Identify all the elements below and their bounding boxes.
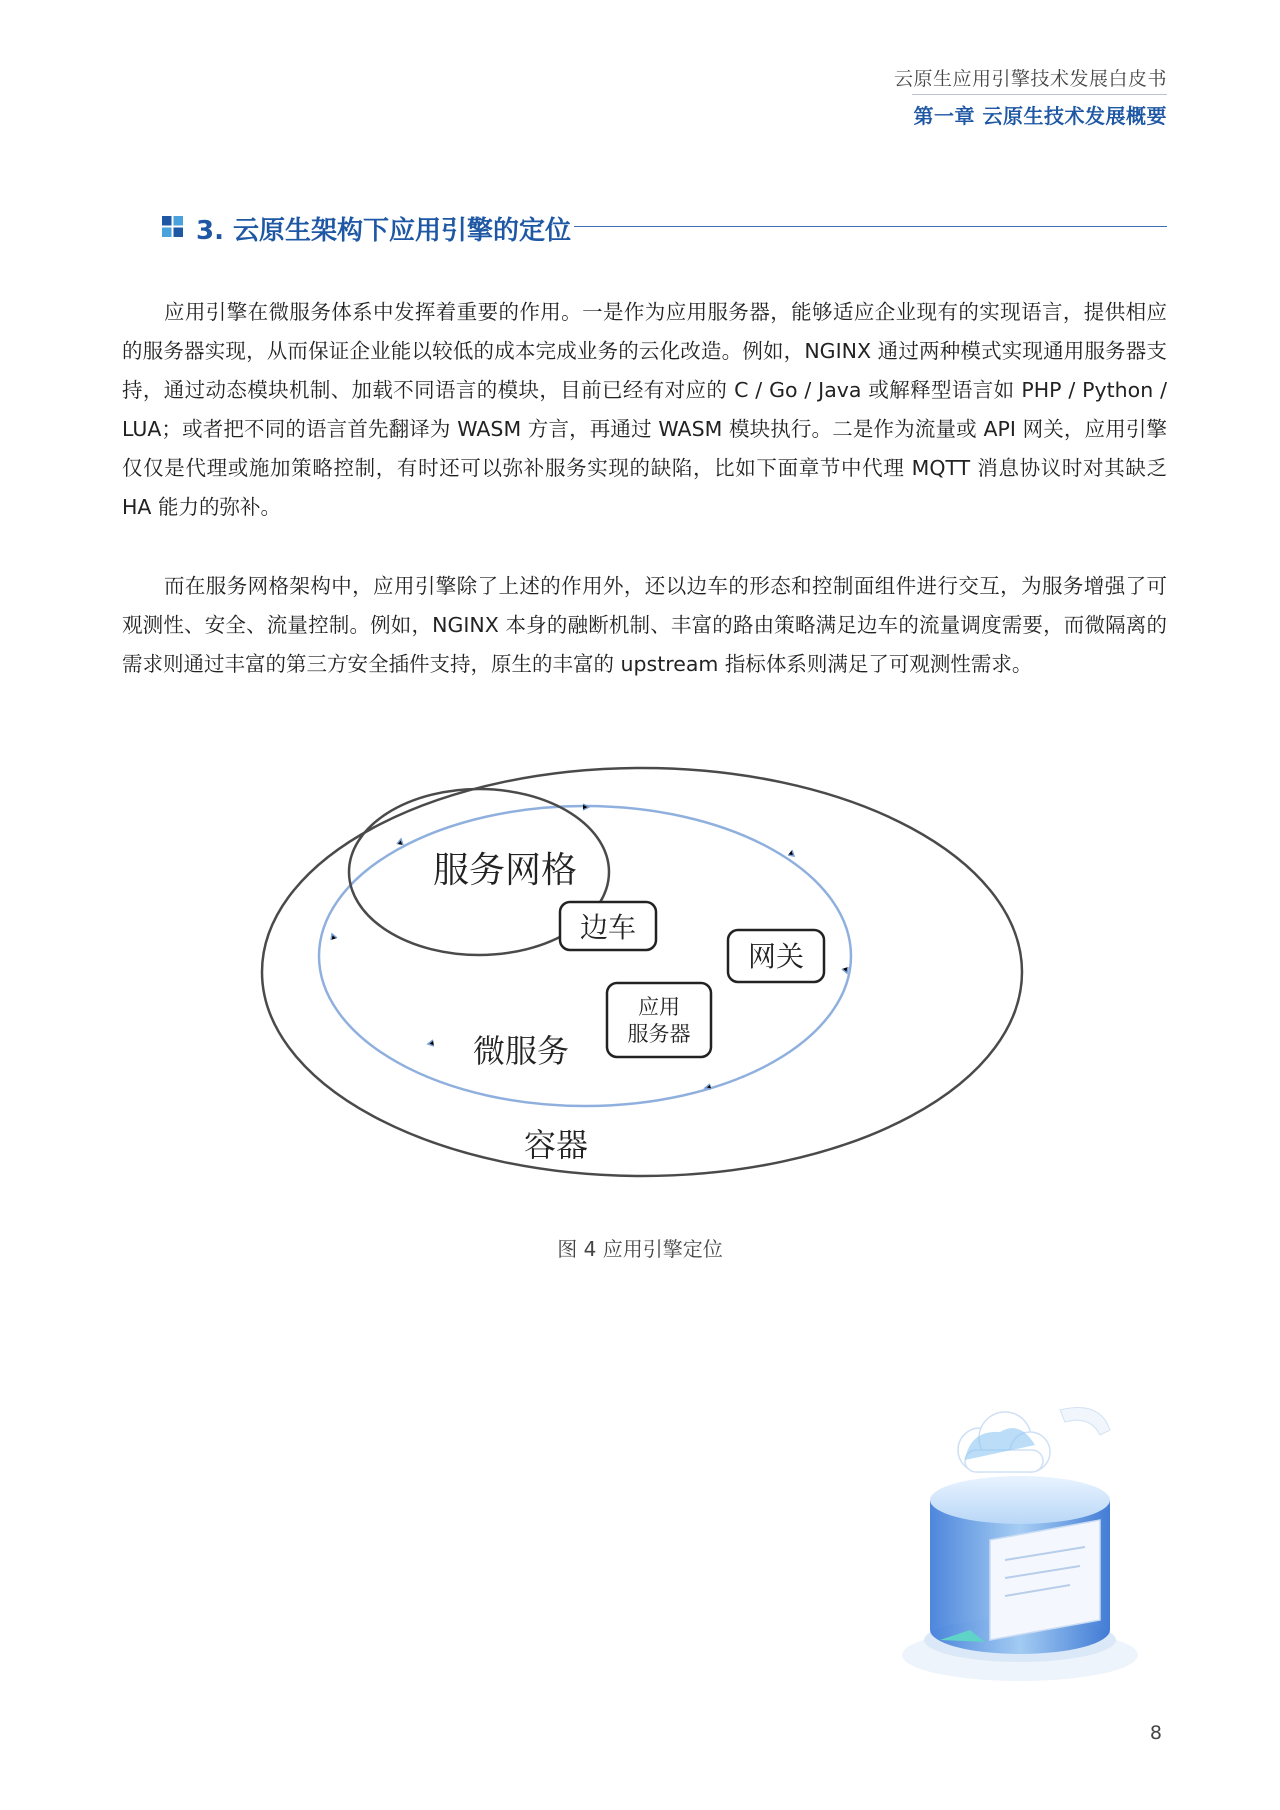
- app-server-label-line2: 服务器: [627, 1022, 691, 1046]
- section-heading: [162, 210, 1167, 246]
- container-ellipse: [262, 768, 1022, 1176]
- microservice-label: 微服务: [473, 1032, 570, 1070]
- app-engine-position-diagram: [258, 762, 1028, 1182]
- sidecar-label: 边车: [579, 911, 637, 944]
- section-rule: [574, 226, 1167, 227]
- paragraph-2: 而在服务网格架构中，应用引擎除了上述的作用外，还以边车的形态和控制面组件进行交互，为服务增强了可观测性、安全、流量控制。例如，NGINX 本身的融断机制、丰富的路由策略满足边车的流量调度需要，而微隔离的需求则通过丰富的第三方安全插件支持，原生的丰富的 upstream 指标体系则满足了可观测性需求。: [122, 574, 1167, 676]
- section-title: 3. 云原生架构下应用引擎的定位: [196, 216, 572, 246]
- header-chapter: 第一章 云原生技术发展概要: [913, 104, 1167, 128]
- figure-caption: 图 4 应用引擎定位: [557, 1237, 723, 1261]
- app-server-label-line1: 应用: [638, 995, 680, 1019]
- section-squares-icon: [162, 216, 183, 237]
- cloud-database-illustration: [870, 1390, 1170, 1690]
- page-number: 8: [1149, 1722, 1162, 1744]
- paragraph-1: 应用引擎在微服务体系中发挥着重要的作用。一是作为应用服务器，能够适应企业现有的实现语言，提供相应的服务器实现，从而保证企业能以较低的成本完成业务的云化改造。例如，NGINX 通过两种模式实现通用服务器支持，通过动态模块机制、加载不同语言的模块，目前已经有对应的 C / Go / Java 或解释型语言如 PHP / Python / LUA；或者把不同的语言首先翻译为 WASM 方言，再通过 WASM 模块执行。二是作为流量或 API 网关，应用引擎仅仅是代理或施加策略控制，有时还可以弥补服务实现的缺陷，比如下面章节中代理 MQTT 消息协议时对其缺乏 HA 能力的弥补。: [122, 300, 1167, 519]
- gateway-label: 网关: [747, 940, 805, 973]
- container-label: 容器: [524, 1126, 589, 1164]
- header-book-title: 云原生应用引擎技术发展白皮书: [893, 68, 1167, 90]
- header-divider: [912, 94, 1167, 95]
- service-mesh-label: 服务网格: [433, 850, 578, 891]
